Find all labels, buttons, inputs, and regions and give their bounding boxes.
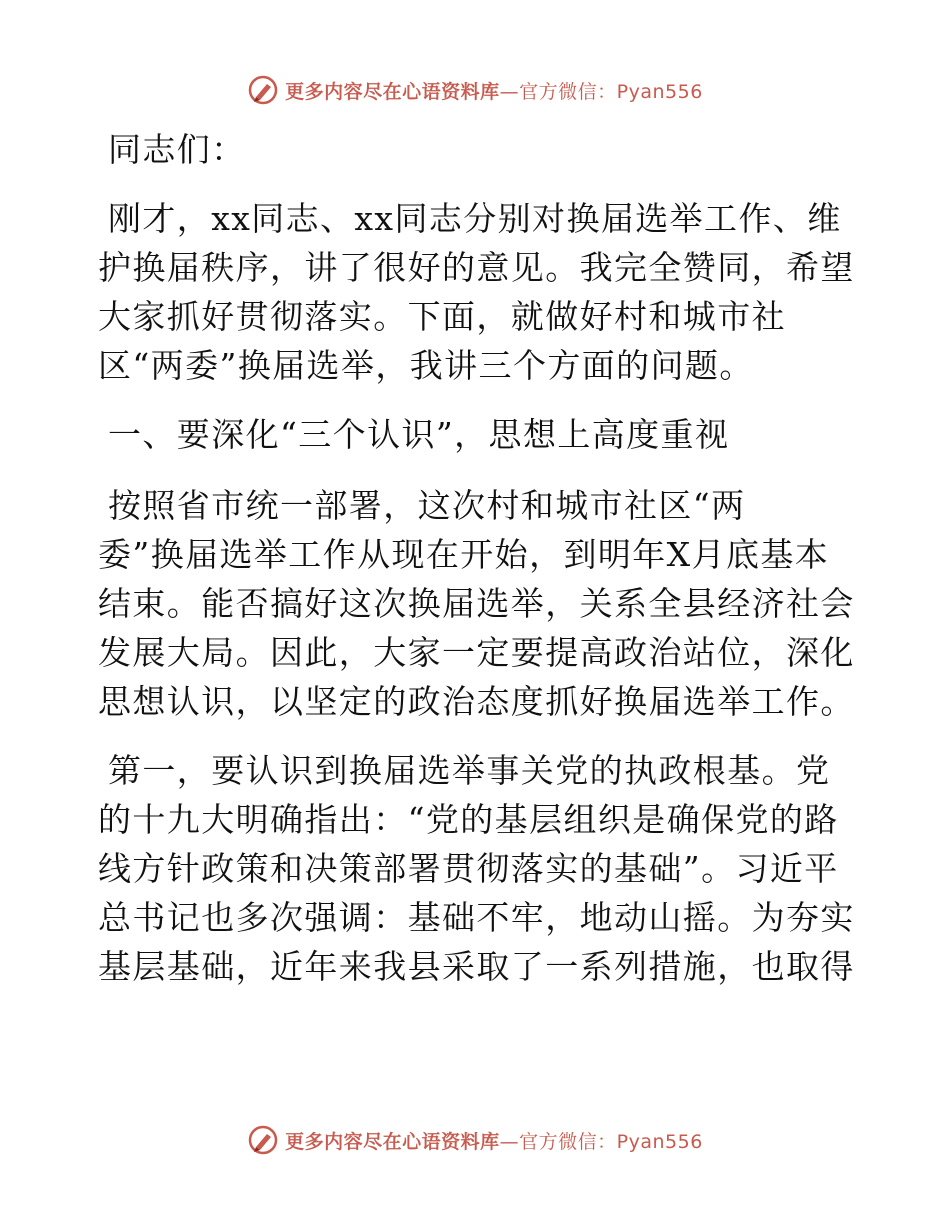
document-body [98,125,855,991]
paragraph-line: 护换届秩序，讲了很好的意见。我完全赞同，希望 [98,248,855,287]
section-heading: 一、要深化“三个认识”，思想上高度重视 [108,415,730,454]
salutation: 同志们： [108,130,246,169]
paragraph-line: 大家抓好贯彻落实。下面，就做好村和城市社 [98,297,786,336]
watermark-separator: — [499,1130,520,1153]
watermark-banner-top [0,70,950,110]
paragraph-2 [98,481,855,726]
paragraph-line: 刚才，xx同志、xx同志分别对换届选举工作、维 [108,199,842,238]
paragraph-line: 思想认识，以坚定的政治态度抓好换届选举工作。 [98,682,855,721]
paragraph-line: 第一，要认识到换届选举事关党的执政根基。党 [108,751,831,790]
paragraph-3 [98,746,855,991]
watermark-separator: — [499,80,520,103]
paragraph-line: 线方针政策和决策部署贯彻落实的基础”。习近平 [98,849,839,888]
paragraph-line: 区“两委”换届选举，我讲三个方面的问题。 [98,346,754,385]
watermark-brand: 更多内容尽在心语资料库 [285,80,500,103]
paragraph-line: 基层基础，近年来我县采取了一系列措施，也取得 [98,947,855,986]
pen-logo-icon [247,74,279,106]
paragraph-line: 发展大局。因此，大家一定要提高政治站位，深化 [98,633,855,672]
paragraph-line: 的十九大明确指出：“党的基层组织是确保党的路 [98,800,839,839]
pen-logo-icon [247,1124,279,1156]
watermark-contact: 官方微信：Pyan556 [519,80,703,103]
paragraph-line: 总书记也多次强调：基础不牢，地动山摇。为夯实 [98,898,855,937]
watermark-banner-bottom [0,1120,950,1160]
paragraph-line: 按照省市统一部署，这次村和城市社区“两 [108,486,746,525]
paragraph-1 [98,194,855,390]
paragraph-line: 结束。能否搞好这次换届选举，关系全县经济社会 [98,584,855,623]
paragraph-line: 委”换届选举工作从现在开始，到明年X月底基本 [98,535,830,574]
watermark-contact: 官方微信：Pyan556 [519,1130,703,1153]
watermark-brand: 更多内容尽在心语资料库 [285,1130,500,1153]
